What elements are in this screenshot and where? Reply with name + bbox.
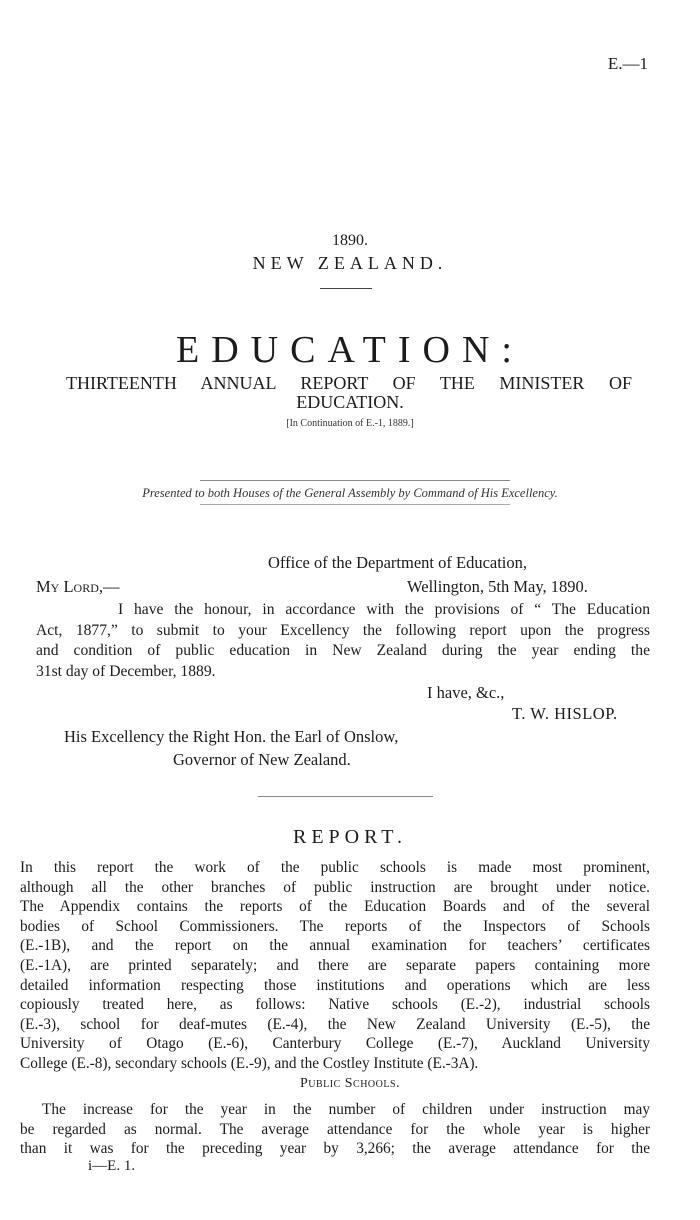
report-line: than it was for the preceding year by 3,266; the average attendance for the bbox=[20, 1140, 650, 1158]
report-line: In this report the work of the public schools is made most prominent, bbox=[20, 859, 650, 876]
letter-body-line: Act, 1877,” to submit to your Excellency the following report upon the progress bbox=[36, 621, 650, 639]
report-line: The Appendix contains the reports of the Education Boards and of the several bbox=[20, 898, 650, 916]
page-id: E.—1 bbox=[607, 54, 648, 73]
report-line: University of Otago (E.-6), Canterbury College (E.-7), Auckland University bbox=[20, 1035, 650, 1053]
report-line: The increase for the year in the number of children under instruction may bbox=[42, 1101, 650, 1118]
report-heading: REPORT. bbox=[293, 826, 407, 848]
continuation-note: [In Continuation of E.-1, 1889.] bbox=[286, 418, 414, 429]
report-line: (E.-1A), are printed separately; and there are separate papers containing more bbox=[20, 956, 650, 974]
presented-rule-bottom bbox=[200, 504, 510, 505]
country: NEW ZEALAND. bbox=[252, 253, 448, 273]
letter-body-line: I have the honour, in accordance with the provisions of “ The Education bbox=[118, 601, 650, 618]
closing: I have, &c., bbox=[427, 683, 505, 702]
report-line: be regarded as normal. The average attendance for the whole year is higher bbox=[20, 1120, 650, 1138]
subtitle-line-1: THIRTEENTH ANNUAL REPORT OF THE MINISTER OF bbox=[66, 373, 632, 393]
letter-body-line: and condition of public education in New Zealand during the year ending the bbox=[36, 642, 650, 660]
addressee-line-1: His Excellency the Right Hon. the Earl of Onslow, bbox=[64, 727, 399, 746]
main-title: EDUCATION: bbox=[176, 329, 524, 371]
presented-line: Presented to both Houses of the General Assembly by Command of His Excellency. bbox=[142, 486, 558, 500]
report-paragraph-2 bbox=[20, 1100, 650, 1159]
presented-rule-top bbox=[200, 480, 510, 481]
page-footer: i—E. 1. bbox=[88, 1158, 136, 1174]
report-line: detailed information respecting those institutions and operations which are less bbox=[20, 976, 650, 994]
report-line: copiously treated here, as follows: Native schools (E.-2), industrial schools bbox=[20, 996, 650, 1014]
letter-body-line: 31st day of December, 1889. bbox=[36, 662, 216, 680]
report-line: (E.-3), school for deaf-mutes (E.-4), the New Zealand University (E.-5), the bbox=[20, 1015, 650, 1033]
subtitle-line-2: EDUCATION. bbox=[296, 392, 404, 412]
report-line: although all the other branches of public instruction are brought under notice. bbox=[20, 878, 650, 896]
report-line: bodies of School Commissioners. The reports of the Inspectors of Schools bbox=[20, 917, 650, 935]
report-line: (E.-1B), and the report on the annual examination for teachers’ certificates bbox=[20, 937, 650, 955]
salutation: My Lord,— bbox=[36, 577, 120, 596]
report-line: College (E.-8), secondary schools (E.-9), and the Costley Institute (E.-3A). bbox=[20, 1054, 479, 1072]
report-paragraph-1 bbox=[20, 858, 650, 1074]
section-heading: Public Schools. bbox=[299, 1076, 401, 1091]
place-date: Wellington, 5th May, 1890. bbox=[407, 577, 588, 596]
letter-body bbox=[36, 600, 650, 682]
office-line: Office of the Department of Education, bbox=[268, 553, 528, 572]
header-rule bbox=[320, 288, 372, 289]
year: 1890. bbox=[332, 232, 368, 249]
addressee-line-2: Governor of New Zealand. bbox=[173, 750, 351, 769]
letter-rule bbox=[258, 796, 433, 797]
signature: T. W. HISLOP. bbox=[512, 704, 618, 723]
